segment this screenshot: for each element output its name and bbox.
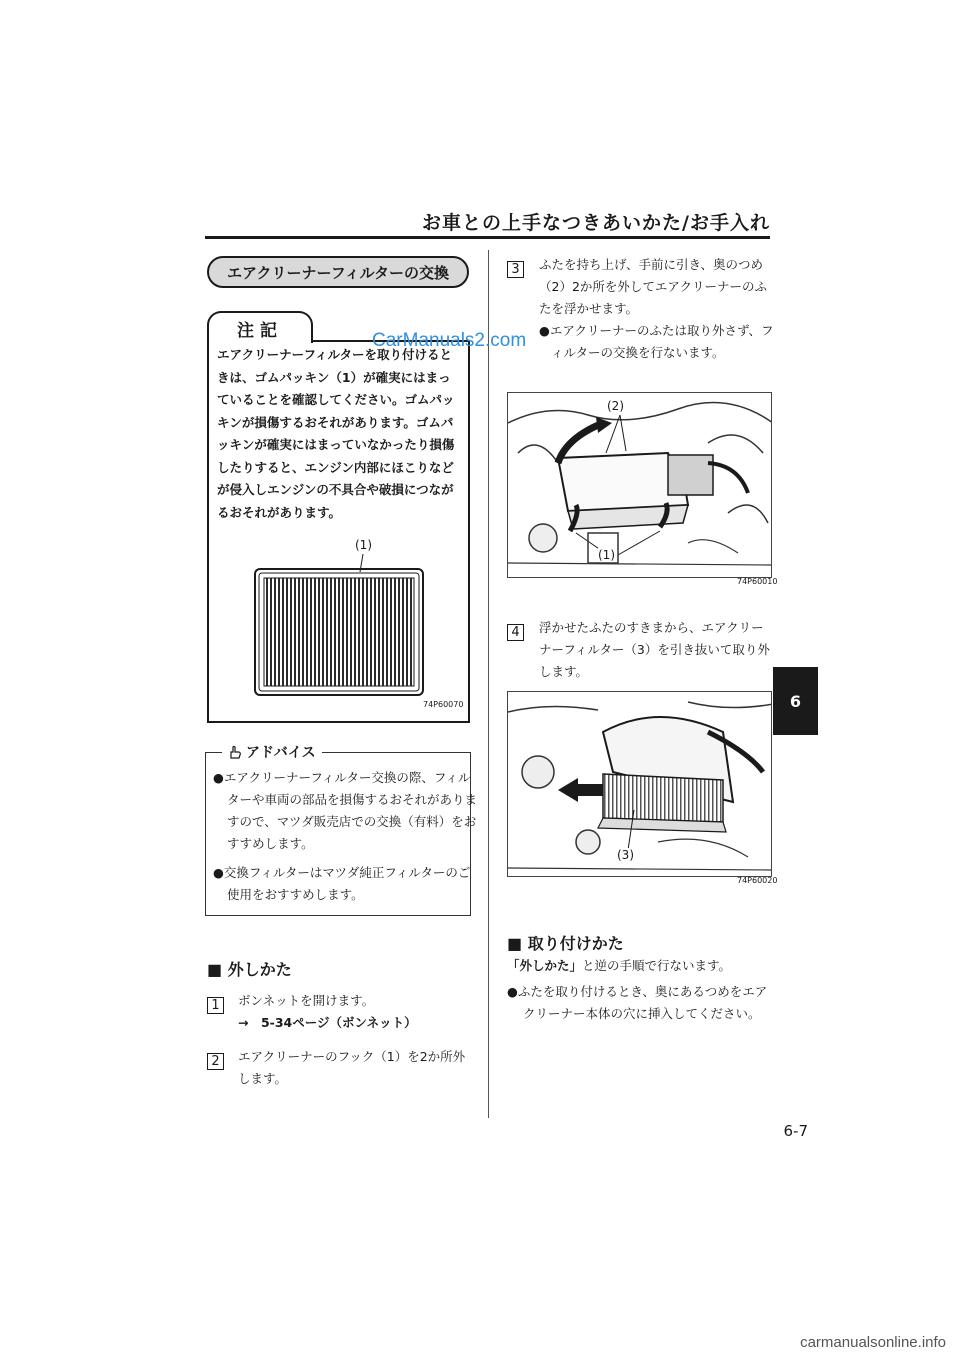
caution-label: 注記 [207,311,313,343]
engine-photo-2 [507,691,772,877]
step-number: 3 [507,261,524,278]
column-divider [488,250,489,1118]
install-title: ■ 取り付けかた [507,934,624,953]
advice-item: ●エアクリーナーフィルター交換の際、フィルターや車両の部品を損傷するおそれがありますので、マツダ販売店での交換（有料）をおすすめします。 [213,770,478,851]
install-intro-rest: と逆の手順で行ないます。 [582,958,732,973]
chapter-tab[interactable]: 6 [773,667,818,735]
install-intro-bold: 「外しかた」 [507,958,583,973]
step-number: 2 [207,1053,224,1070]
photo1-label-bottom: (1) [598,548,615,562]
leader-line [356,552,376,574]
advice-label: アドバイス [246,745,316,761]
page-number: 6-7 [783,1122,808,1140]
install-note: ●ふたを取り付けるとき、奥にあるつめをエアクリーナー本体の穴に挿入してください。 [507,984,768,1021]
photo2-code: 74P60020 [737,876,778,885]
advice-header [222,742,322,762]
footer-site[interactable]: carmanualsonline.info [800,1334,946,1351]
figure-label-1: (1) [355,538,372,552]
photo1-label-top: (2) [607,399,624,413]
step-text: ふたを持ち上げ、手前に引き、奥のつめ（2）2か所を外してエアクリーナーのふたを浮かせます。 [539,257,768,316]
pointing-hand-icon [228,745,242,759]
removal-title: ■ 外しかた [207,960,292,979]
step-reference[interactable]: → 5-34ページ（ボンネット） [238,1015,417,1030]
header-title: お車との上手なつきあいかた/お手入れ [422,212,770,234]
advice-item: ●交換フィルターはマツダ純正フィルターのご使用をおすすめします。 [213,865,471,902]
step-text: ボンネットを開けます。 [238,993,375,1008]
install-intro [507,955,775,977]
watermark: CarManuals2.com [372,330,527,351]
step-number: 4 [507,624,524,641]
step-text: エアクリーナーのフック（1）を2か所外します。 [238,1049,466,1086]
step-text: 浮かせたふたのすきまから、エアクリーナーフィルター（3）を引き抜いて取り外します。 [539,620,770,679]
step-note: ●エアクリーナーのふたは取り外さず、フィルターの交換を行ないます。 [539,323,774,360]
filter-illustration [254,568,424,696]
figure-code-1: 74P60070 [423,700,464,709]
header-rule [205,236,770,239]
photo1-code: 74P60010 [737,577,778,586]
caution-text: エアクリーナーフィルターを取り付けるときは、ゴムパッキン（1）が確実にはまっていることを確認してください。ゴムパッキンが損傷するおそれがあります。ゴムパッキンが確実にはまっていなかったり損傷したりすると、エンジン内部にほこりなどが侵入しエンジンの不具合や破損につながるおそれがあります。 [217,347,455,520]
photo2-label: (3) [617,848,634,862]
engine-photo-1 [507,392,772,578]
step-number: 1 [207,997,224,1014]
section-title: エアクリーナーフィルターの交換 [207,256,469,288]
